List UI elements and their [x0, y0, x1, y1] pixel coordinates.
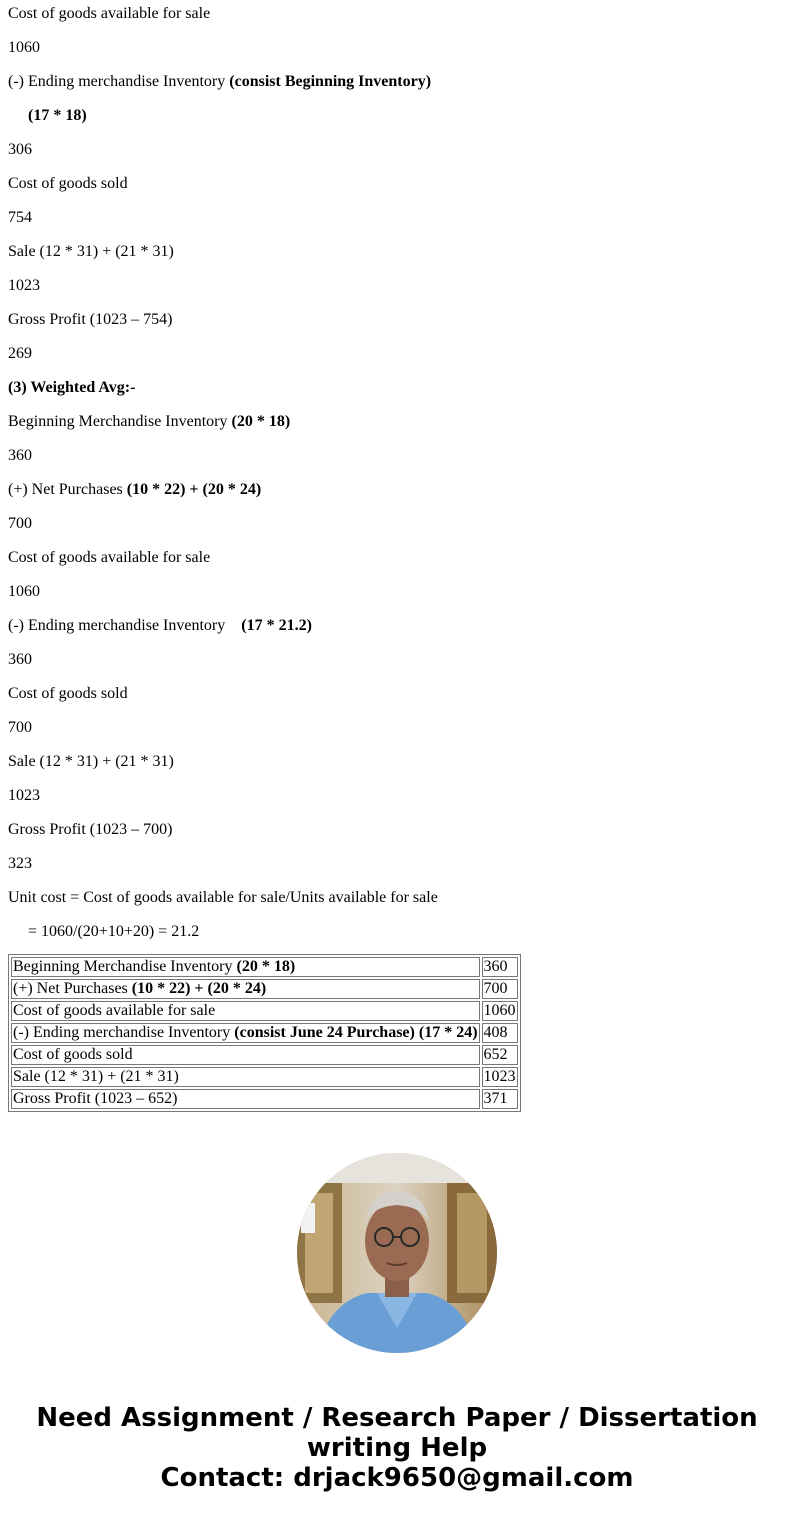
fifo-cogas-value: 1060	[8, 39, 40, 56]
weighted-sale-label: Sale (12 * 31) + (21 * 31)	[8, 753, 174, 770]
weighted-gp-value: 323	[8, 855, 32, 872]
weighted-cogs-value: 700	[8, 719, 32, 736]
fifo-ending-calc-bold: (17 * 18)	[8, 107, 87, 124]
fifo-gp-value: 269	[8, 345, 32, 362]
table-cell-label	[11, 957, 480, 977]
weighted-begin-value: 360	[8, 447, 32, 464]
row-label-bold: (10 * 22) + (20 * 24)	[131, 980, 267, 997]
weighted-ending-bold: (17 * 21.2)	[241, 617, 312, 634]
weighted-purch-label	[8, 476, 786, 510]
table-row	[11, 1045, 518, 1065]
weighted-purch-text: (+) Net Purchases	[8, 481, 127, 498]
author-photo-icon	[297, 1153, 497, 1353]
table-cell-label	[11, 1045, 480, 1065]
footer-line-2: writing Help	[306, 1433, 488, 1463]
row-label-text: Gross Profit (1023 – 652)	[13, 1090, 178, 1107]
fifo-gp-label: Gross Profit (1023 – 754)	[8, 311, 173, 328]
weighted-begin-bold: (20 * 18)	[231, 413, 291, 430]
weighted-begin-label	[8, 408, 786, 442]
table-cell-value: 408	[482, 1023, 518, 1043]
row-label-bold: (20 * 18)	[236, 958, 296, 975]
row-label-text: (-) Ending merchandise Inventory	[13, 1024, 235, 1041]
table-cell-value: 371	[482, 1089, 518, 1109]
table-cell-value: 1060	[483, 1002, 516, 1019]
row-label-text: Sale (12 * 31) + (21 * 31)	[13, 1068, 179, 1085]
table-row	[11, 979, 518, 999]
fifo-ending-label	[8, 68, 786, 102]
fifo-cogas-label: Cost of goods available for sale	[8, 5, 211, 22]
fifo-ending-text: (-) Ending merchandise Inventory	[8, 73, 230, 90]
table-cell-value: 700	[482, 979, 518, 999]
unit-cost-label: Unit cost = Cost of goods available for sale/Units available for sale	[8, 889, 438, 906]
table-cell-label	[11, 1001, 480, 1021]
row-label-text: Cost of goods available for sale	[13, 1002, 216, 1019]
weighted-cogs-label: Cost of goods sold	[8, 685, 128, 702]
author-avatar	[297, 1153, 497, 1353]
weighted-purch-bold: (10 * 22) + (20 * 24)	[126, 481, 262, 498]
fifo-cogs-value: 754	[8, 209, 32, 226]
weighted-begin-text: Beginning Merchandise Inventory	[8, 413, 232, 430]
row-label-bold: (consist June 24 Purchase) (17 * 24)	[234, 1024, 478, 1041]
table-cell-label	[11, 1089, 480, 1109]
table-cell-value: 652	[482, 1045, 518, 1065]
weighted-cogas-value: 1060	[8, 583, 40, 600]
unit-cost-calc: = 1060/(20+10+20) = 21.2	[8, 923, 200, 940]
table-row	[11, 957, 518, 977]
table-cell-value: 1023	[483, 1068, 516, 1085]
fifo-ending-calc	[8, 102, 786, 136]
weighted-sale-value: 1023	[8, 787, 40, 804]
weighted-gp-label: Gross Profit (1023 – 700)	[8, 821, 173, 838]
table-row	[11, 1001, 518, 1021]
footer-contact[interactable]: Contact: drjack9650@gmail.com	[160, 1463, 634, 1493]
table-cell-label	[11, 1023, 480, 1043]
fifo-ending-value: 306	[8, 141, 32, 158]
table-cell-value: 360	[482, 957, 518, 977]
table-row	[11, 1023, 518, 1043]
fifo-ending-bold: (consist Beginning Inventory)	[229, 73, 432, 90]
row-label-text: Beginning Merchandise Inventory	[13, 958, 237, 975]
weighted-heading	[8, 374, 786, 408]
row-label-text: Cost of goods sold	[13, 1046, 133, 1063]
weighted-ending-text: (-) Ending merchandise Inventory	[8, 617, 242, 634]
footer-promo	[0, 1403, 794, 1493]
weighted-purch-value: 700	[8, 515, 32, 532]
weighted-ending-value: 360	[8, 651, 32, 668]
table-row	[11, 1089, 518, 1109]
footer-line-1: Need Assignment / Research Paper / Dissertation	[36, 1403, 758, 1433]
table-cell-label	[11, 1067, 480, 1087]
fifo-sale-label: Sale (12 * 31) + (21 * 31)	[8, 243, 174, 260]
weighted-ending-label	[8, 612, 786, 646]
weighted-heading-bold: (3) Weighted Avg:-	[8, 379, 136, 396]
fifo-sale-value: 1023	[8, 277, 40, 294]
weighted-cogas-label: Cost of goods available for sale	[8, 549, 211, 566]
table-cell-label	[11, 979, 480, 999]
inventory-table	[8, 954, 521, 1112]
table-row	[11, 1067, 518, 1087]
row-label-text: (+) Net Purchases	[13, 980, 132, 997]
fifo-cogs-label: Cost of goods sold	[8, 175, 128, 192]
inventory-table-body	[11, 957, 518, 1109]
